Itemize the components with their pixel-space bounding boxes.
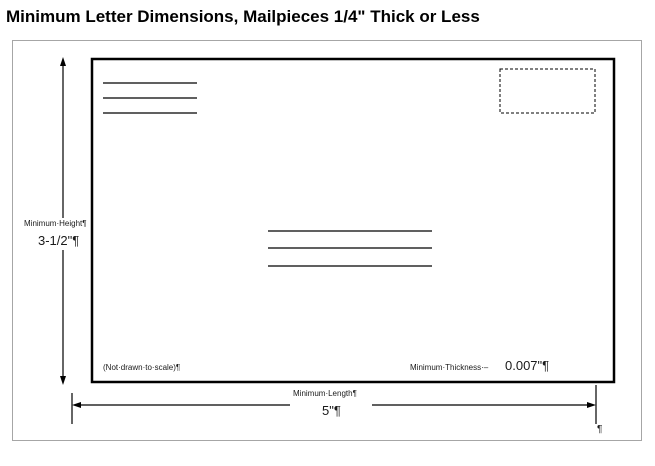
- length-label: Minimum·Length¶: [293, 389, 357, 398]
- height-label: Minimum·Height¶: [24, 219, 87, 228]
- envelope-outline: [92, 59, 614, 382]
- page-title: Minimum Letter Dimensions, Mailpieces 1/4" Thick or Less: [6, 7, 480, 26]
- stamp-area: [500, 69, 595, 113]
- length-value: 5"¶: [322, 403, 341, 418]
- delivery-address-lines: [268, 231, 432, 266]
- thickness-label: Minimum·Thickness·–: [410, 363, 489, 372]
- return-address-lines: [103, 83, 197, 113]
- diagram-frame: [13, 41, 642, 441]
- end-paragraph-mark: ¶: [597, 424, 603, 435]
- thickness-value: 0.007"¶: [505, 358, 550, 373]
- scale-note: (Not·drawn·to·scale)¶: [103, 363, 181, 372]
- height-value: 3-1/2"¶: [38, 233, 80, 248]
